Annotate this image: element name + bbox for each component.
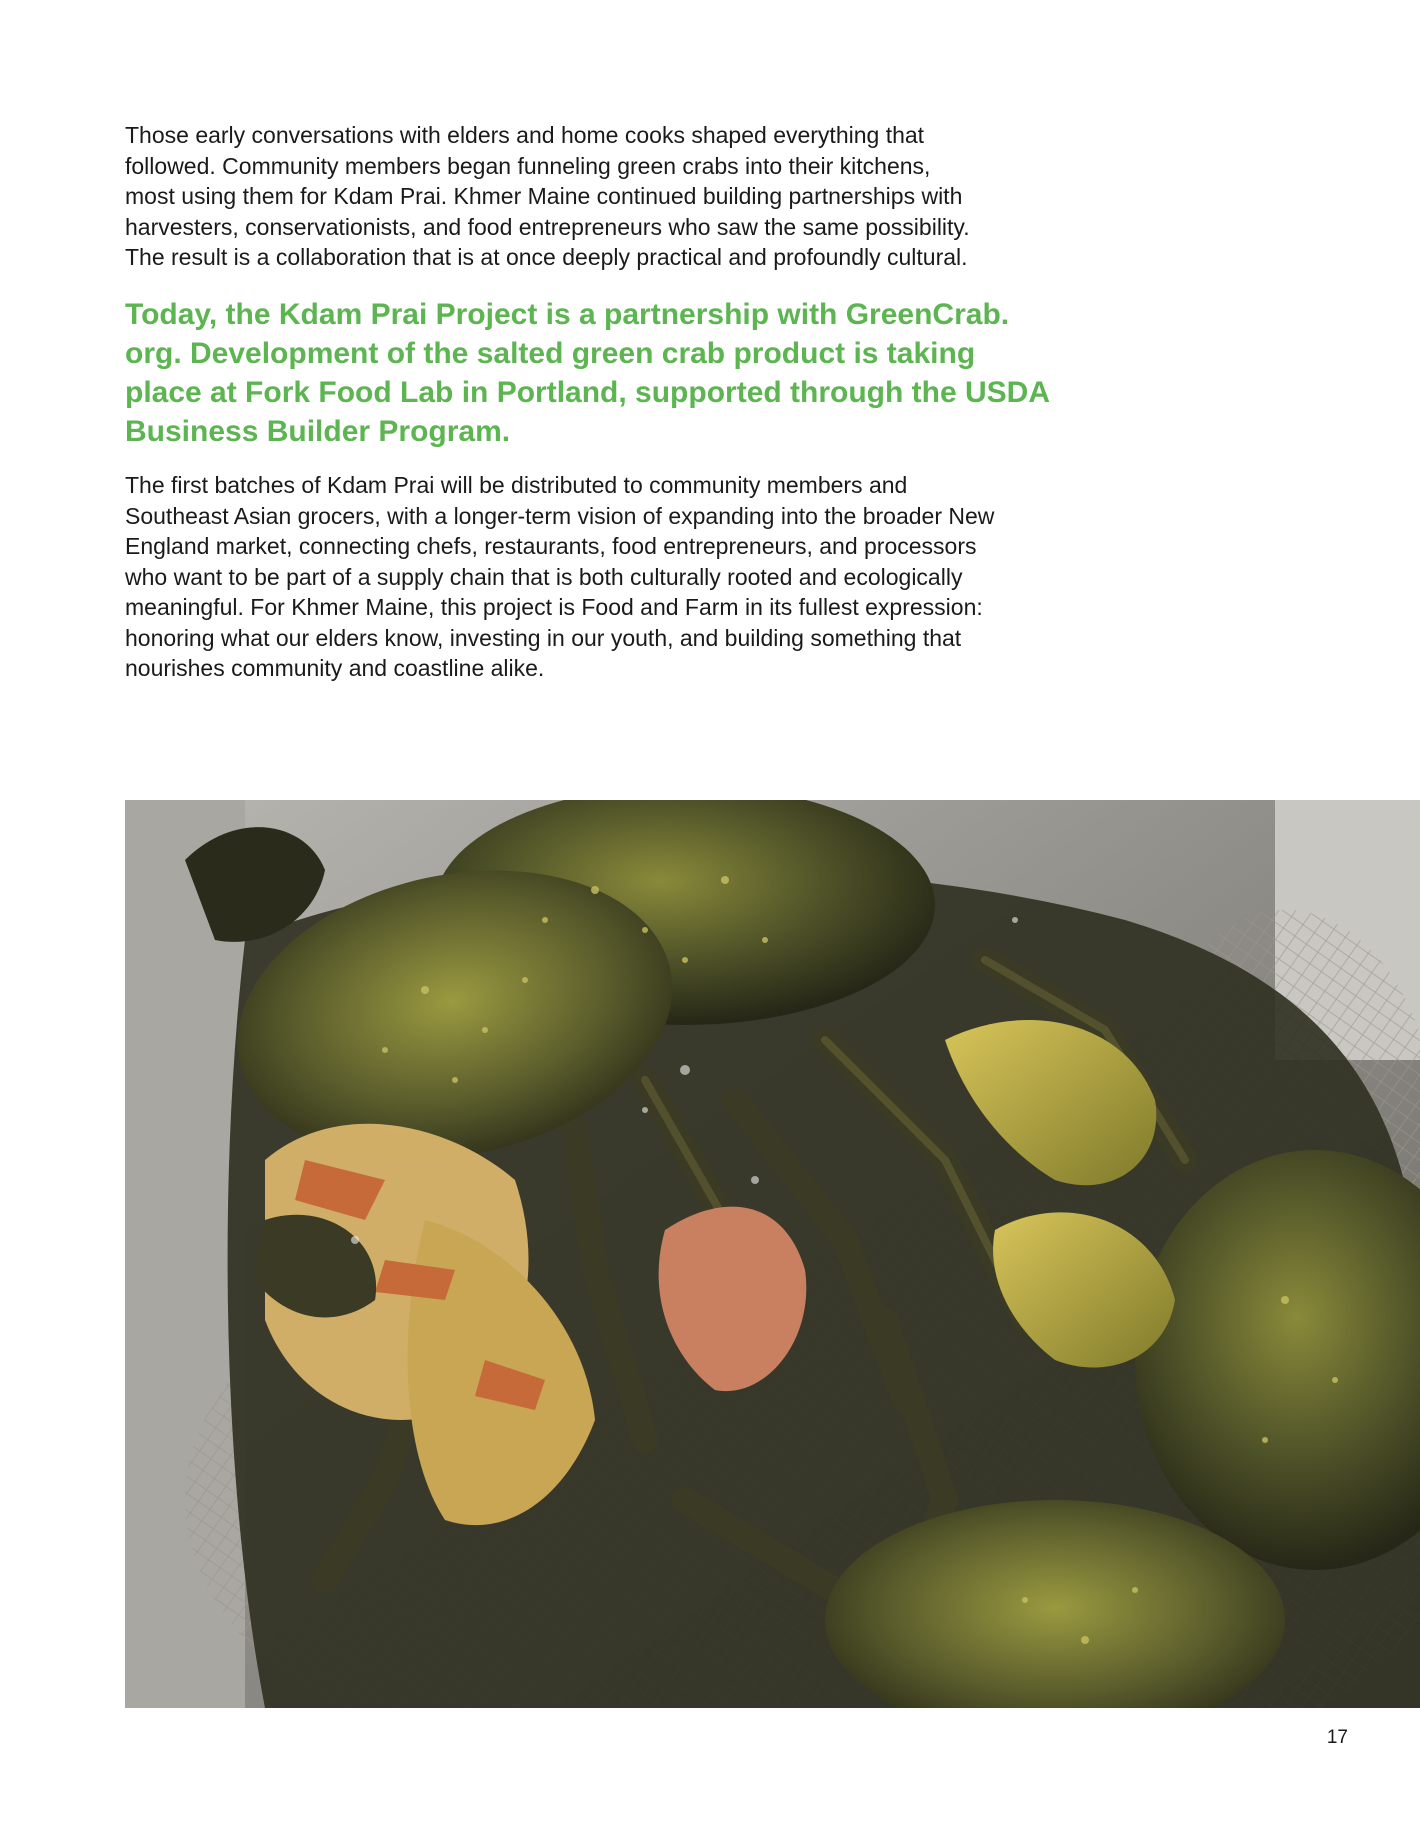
page-number: 17 [1326,1727,1348,1748]
body-paragraph-1: Those early conversations with elders and home cooks shaped everything that followed. Community members began funneling green crabs into their kitchens, most using them for Kdam Prai. Khmer Maine continued building partnerships with harvesters, conservationists, and food entrepreneurs who saw the same possibility. The result is a collaboration that is at once deeply practical and profoundly cultural. [125,122,970,270]
green-crabs-photo [125,800,1420,1708]
body-paragraph-2: The first batches of Kdam Prai will be distributed to community members and Southeast Asian grocers, with a longer-term vision of expanding into the broader New England market, connecting chefs, restaurants, food entrepreneurs, and processors who want to be part of a supply chain that is both culturally rooted and ecologically meaningful. For Khmer Maine, this project is Food and Farm in its fullest expression: honoring what our elders know, investing in our youth, and building something that nourishes community and coastline alike. [125,472,995,681]
pull-quote: Today, the Kdam Prai Project is a partnership with GreenCrab. org. Development of the salted green crab product is taking place at Fork Food Lab in Portland, supported through the USDA Business Builder Program. [125,298,1051,448]
crab-photo-illustration [125,800,1420,1708]
